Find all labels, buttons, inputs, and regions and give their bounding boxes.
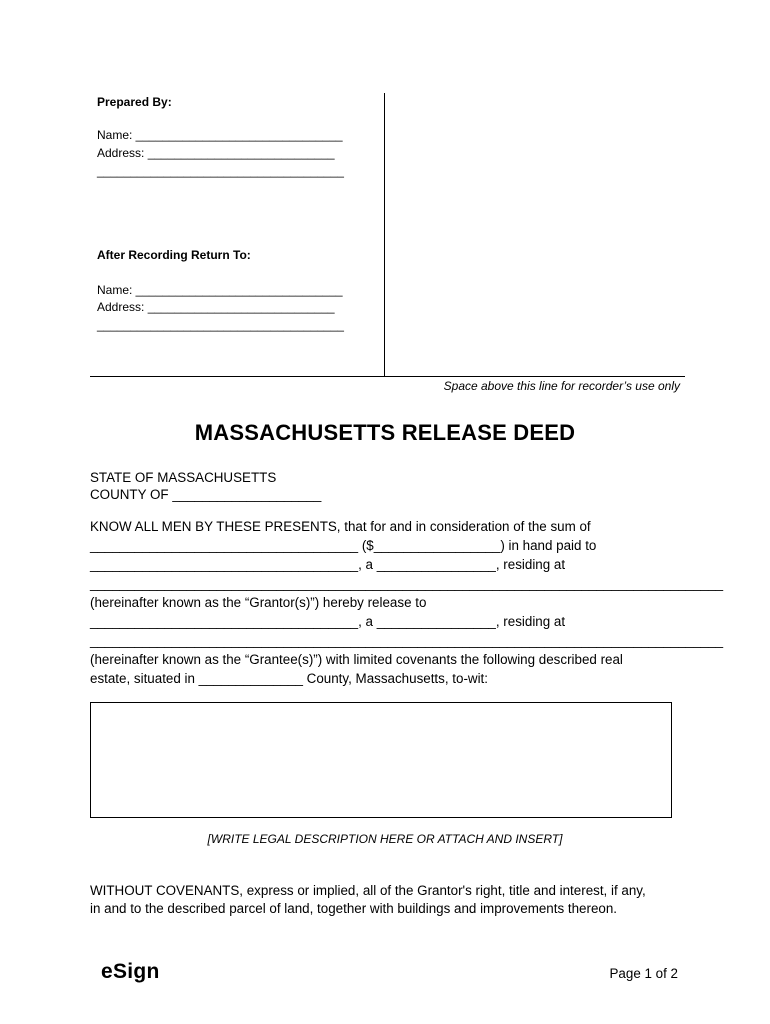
return-to-address-line2[interactable]: _____________________________________	[97, 318, 344, 332]
state-line: STATE OF MASSACHUSETTS	[90, 470, 277, 485]
grantee-address-field[interactable]: _____________________________________________________________________________________	[90, 633, 724, 648]
recorder-note: Space above this line for recorder’s use only	[443, 379, 680, 393]
grantee-definition: (hereinafter known as the “Grantee(s)”) with limited covenants the following described real	[90, 652, 623, 667]
esign-logo: eSign	[101, 960, 160, 983]
prepared-by-heading: Prepared By:	[97, 95, 172, 109]
prepared-by-address-field[interactable]: Address: ____________________________	[97, 146, 335, 160]
return-to-address-field[interactable]: Address: ____________________________	[97, 300, 335, 314]
grantor-name-field[interactable]: ____________________________________, a ________________, residing at	[90, 557, 566, 572]
covenant-text-line2: in and to the described parcel of land, together with buildings and improvements thereon.	[90, 901, 618, 916]
grantor-address-field[interactable]: _____________________________________________________________________________________	[90, 576, 724, 591]
grantor-definition: (hereinafter known as the “Grantor(s)”) hereby release to	[90, 595, 427, 610]
covenant-text-line1: WITHOUT COVENANTS, express or implied, all of the Grantor's right, title and interest, if any,	[90, 883, 646, 898]
return-to-name-field[interactable]: Name: _______________________________	[97, 283, 343, 297]
consideration-intro: KNOW ALL MEN BY THESE PRESENTS, that for and in consideration of the sum of	[90, 519, 591, 534]
page-number: Page 1 of 2	[609, 966, 678, 981]
recorder-divider-vertical	[384, 93, 385, 376]
grantee-name-field[interactable]: ____________________________________, a ________________, residing at	[90, 614, 566, 629]
document-title: MASSACHUSETTS RELEASE DEED	[194, 420, 576, 445]
legal-description-box[interactable]	[90, 702, 672, 818]
county-situated-field[interactable]: estate, situated in ______________ County, Massachusetts, to-wit:	[90, 671, 488, 686]
county-field[interactable]: COUNTY OF ____________________	[90, 487, 322, 502]
consideration-amount-field[interactable]: ____________________________________ ($_________________) in hand paid to	[90, 538, 597, 553]
prepared-by-name-field[interactable]: Name: _______________________________	[97, 128, 343, 142]
prepared-by-address-line2[interactable]: _____________________________________	[97, 164, 344, 178]
return-to-heading: After Recording Return To:	[97, 248, 251, 262]
recorder-divider-horizontal	[90, 376, 685, 377]
legal-description-caption: [WRITE LEGAL DESCRIPTION HERE OR ATTACH AND INSERT]	[207, 832, 563, 846]
